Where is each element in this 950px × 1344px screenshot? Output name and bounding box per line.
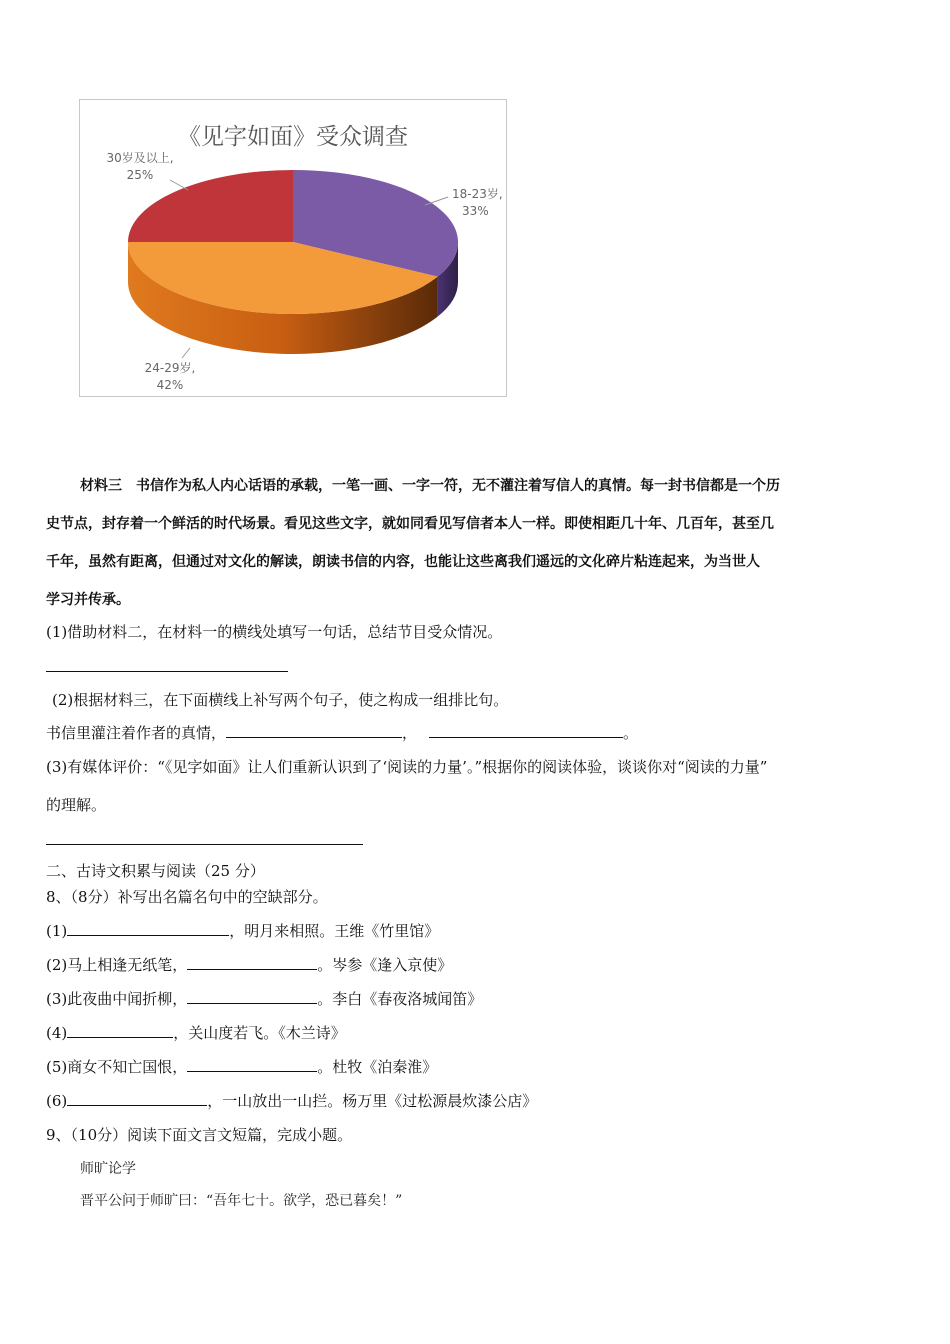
question-8: 8、（8分）补写出名篇名句中的空缺部分。 [46,888,328,906]
answer-line-1 [46,670,288,672]
question-2-fill-line [46,722,638,743]
answer-line-3 [46,843,363,845]
poem-blank [67,1023,173,1038]
poem-prefix: (4) [46,1024,68,1042]
poem-blank [67,921,229,936]
material-three-paragraph [46,467,906,619]
poem-suffix: ，明月来相照。王维《竹里馆》 [229,922,440,940]
chart-title: 《见字如面》受众调查 [178,124,408,150]
material-three-line: 材料三 书信作为私人内心话语的承载，一笔一画、一字一符，无不灌注着写信人的真情。每一封书信都是一个历 [80,478,780,494]
material-three-line: 千年，虽然有距离，但通过对文化的解读，朗读书信的内容，也能让这些离我们遥远的文化碎片粘连起来，为当世人 [46,554,760,570]
poem-suffix: ，关山度若飞。《木兰诗》 [173,1024,346,1042]
poem-blank [187,955,317,970]
poem-blank [187,1057,317,1072]
q2-blank-2 [429,723,623,738]
poem-blank [187,989,317,1004]
pie-leader-line [170,180,188,190]
audience-pie-chart [79,99,507,397]
pie-slice-percent: 33% [462,204,489,218]
pie-slice-percent: 25% [126,168,154,182]
poem-prefix: (3)此夜曲中闻折柳， [46,990,188,1008]
q2-blank-1 [226,723,402,738]
question-3: (3)有媒体评价：“《见字如面》让人们重新认识到了‘阅读的力量’。”根据你的阅读体验，谈谈你对“阅读的力量” [46,758,768,776]
poem-prefix: (2)马上相逢无纸笔， [46,956,188,974]
poem-blank [67,1091,207,1106]
pie-chart-svg [80,100,506,396]
question-3-continued: 的理解。 [46,796,107,814]
poem-suffix: 。李白《春夜洛城闻笛》 [317,990,483,1008]
poem-item [46,920,439,941]
poem-item [46,988,482,1009]
passage-title: 师旷论学 [80,1161,136,1177]
material-three-line: 学习并传承。 [46,592,130,608]
poem-item [46,954,452,975]
pie-slice-label: 24-29岁, [144,361,196,375]
q2-prefix: 书信里灌注着作者的真情， [46,724,227,742]
poem-prefix: (6) [46,1092,68,1110]
poem-item [46,1022,346,1043]
pie-leader-line [182,348,190,358]
poem-suffix: 。杜牧《泊秦淮》 [317,1058,438,1076]
poem-item [46,1056,437,1077]
question-2: (2)根据材料三，在下面横线上补写两个句子，使之构成一组排比句。 [52,691,509,709]
question-1: (1)借助材料二，在材料一的横线处填写一句话，总结节目受众情况。 [46,623,503,641]
pie-slice-label: 30岁及以上, [106,151,174,165]
poem-prefix: (5)商女不知亡国恨， [46,1058,188,1076]
pie-slice-label: 18-23岁, [452,187,503,201]
passage-line-1: 晋平公问于师旷曰：“吾年七十。欲学，恐已暮矣！” [80,1193,403,1209]
pie-slice-percent: 42% [156,378,184,392]
material-three-line: 史节点，封存着一个鲜活的时代场景。看见这些文字，就如同看见写信者本人一样。即使相距几十年、几百年，甚至几 [46,516,774,532]
poem-prefix: (1) [46,922,68,940]
q2-end: 。 [623,724,639,742]
poem-item [46,1090,537,1111]
q2-comma: ， [402,724,418,742]
section-two-heading: 二、古诗文积累与阅读（25 分） [46,862,265,880]
poem-suffix: 。岑参《逢入京使》 [317,956,453,974]
question-9: 9、（10分）阅读下面文言文短篇，完成小题。 [46,1126,353,1144]
poem-suffix: ，一山放出一山拦。杨万里《过松源晨炊漆公店》 [207,1092,538,1110]
